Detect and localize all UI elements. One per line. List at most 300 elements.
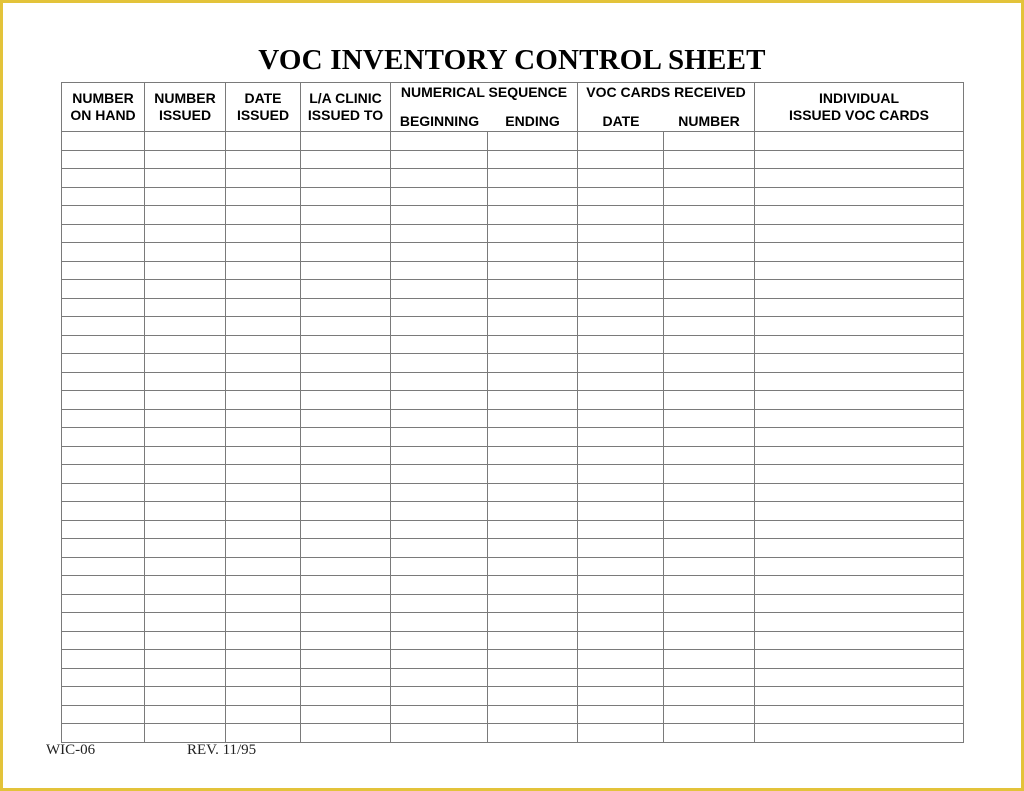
- cell-date[interactable]: [578, 613, 664, 632]
- cell-number-issued[interactable]: [145, 354, 226, 373]
- cell-ending[interactable]: [488, 520, 578, 539]
- cell-ending[interactable]: [488, 280, 578, 299]
- cell-date[interactable]: [578, 150, 664, 169]
- cell-la-clinic[interactable]: [301, 354, 391, 373]
- cell-date-issued[interactable]: [226, 576, 301, 595]
- cell-number-on-hand[interactable]: [62, 224, 145, 243]
- cell-number-issued[interactable]: [145, 317, 226, 336]
- cell-number-issued[interactable]: [145, 613, 226, 632]
- cell-number-on-hand[interactable]: [62, 446, 145, 465]
- cell-individual[interactable]: [755, 169, 964, 188]
- cell-beginning[interactable]: [391, 631, 488, 650]
- cell-la-clinic[interactable]: [301, 520, 391, 539]
- cell-date[interactable]: [578, 187, 664, 206]
- cell-la-clinic[interactable]: [301, 280, 391, 299]
- cell-date-issued[interactable]: [226, 465, 301, 484]
- cell-number-issued[interactable]: [145, 465, 226, 484]
- cell-ending[interactable]: [488, 224, 578, 243]
- cell-number-issued[interactable]: [145, 557, 226, 576]
- cell-la-clinic[interactable]: [301, 409, 391, 428]
- cell-individual[interactable]: [755, 631, 964, 650]
- cell-ending[interactable]: [488, 354, 578, 373]
- cell-individual[interactable]: [755, 280, 964, 299]
- cell-number[interactable]: [664, 409, 755, 428]
- cell-number-on-hand[interactable]: [62, 687, 145, 706]
- cell-number[interactable]: [664, 557, 755, 576]
- cell-ending[interactable]: [488, 187, 578, 206]
- cell-ending[interactable]: [488, 650, 578, 669]
- cell-individual[interactable]: [755, 206, 964, 225]
- cell-individual[interactable]: [755, 724, 964, 743]
- cell-number[interactable]: [664, 687, 755, 706]
- cell-number[interactable]: [664, 539, 755, 558]
- cell-beginning[interactable]: [391, 409, 488, 428]
- cell-date-issued[interactable]: [226, 335, 301, 354]
- cell-number-on-hand[interactable]: [62, 631, 145, 650]
- cell-number-issued[interactable]: [145, 169, 226, 188]
- cell-number-issued[interactable]: [145, 650, 226, 669]
- cell-beginning[interactable]: [391, 428, 488, 447]
- cell-la-clinic[interactable]: [301, 705, 391, 724]
- cell-number-issued[interactable]: [145, 594, 226, 613]
- cell-number-on-hand[interactable]: [62, 243, 145, 262]
- cell-date[interactable]: [578, 354, 664, 373]
- cell-ending[interactable]: [488, 243, 578, 262]
- cell-date[interactable]: [578, 132, 664, 151]
- cell-number[interactable]: [664, 613, 755, 632]
- cell-number-issued[interactable]: [145, 724, 226, 743]
- cell-number-on-hand[interactable]: [62, 557, 145, 576]
- cell-number[interactable]: [664, 391, 755, 410]
- cell-beginning[interactable]: [391, 594, 488, 613]
- cell-number-on-hand[interactable]: [62, 261, 145, 280]
- cell-date-issued[interactable]: [226, 206, 301, 225]
- cell-la-clinic[interactable]: [301, 539, 391, 558]
- cell-number-on-hand[interactable]: [62, 465, 145, 484]
- cell-number[interactable]: [664, 576, 755, 595]
- cell-date[interactable]: [578, 557, 664, 576]
- cell-number-on-hand[interactable]: [62, 705, 145, 724]
- cell-number-issued[interactable]: [145, 132, 226, 151]
- cell-date-issued[interactable]: [226, 391, 301, 410]
- cell-individual[interactable]: [755, 391, 964, 410]
- cell-number[interactable]: [664, 631, 755, 650]
- cell-number-on-hand[interactable]: [62, 613, 145, 632]
- cell-number-on-hand[interactable]: [62, 650, 145, 669]
- cell-date[interactable]: [578, 169, 664, 188]
- cell-individual[interactable]: [755, 557, 964, 576]
- cell-ending[interactable]: [488, 446, 578, 465]
- cell-beginning[interactable]: [391, 150, 488, 169]
- cell-number-issued[interactable]: [145, 409, 226, 428]
- cell-beginning[interactable]: [391, 502, 488, 521]
- cell-ending[interactable]: [488, 132, 578, 151]
- cell-la-clinic[interactable]: [301, 446, 391, 465]
- cell-date[interactable]: [578, 335, 664, 354]
- cell-ending[interactable]: [488, 705, 578, 724]
- cell-la-clinic[interactable]: [301, 317, 391, 336]
- cell-beginning[interactable]: [391, 243, 488, 262]
- cell-individual[interactable]: [755, 150, 964, 169]
- cell-ending[interactable]: [488, 169, 578, 188]
- cell-ending[interactable]: [488, 668, 578, 687]
- cell-date-issued[interactable]: [226, 372, 301, 391]
- cell-date[interactable]: [578, 502, 664, 521]
- cell-date-issued[interactable]: [226, 298, 301, 317]
- cell-beginning[interactable]: [391, 206, 488, 225]
- cell-number[interactable]: [664, 520, 755, 539]
- cell-la-clinic[interactable]: [301, 668, 391, 687]
- cell-individual[interactable]: [755, 243, 964, 262]
- cell-number-issued[interactable]: [145, 243, 226, 262]
- cell-number-on-hand[interactable]: [62, 539, 145, 558]
- cell-individual[interactable]: [755, 187, 964, 206]
- cell-beginning[interactable]: [391, 354, 488, 373]
- cell-number-on-hand[interactable]: [62, 317, 145, 336]
- cell-date-issued[interactable]: [226, 705, 301, 724]
- cell-date-issued[interactable]: [226, 150, 301, 169]
- cell-beginning[interactable]: [391, 557, 488, 576]
- cell-beginning[interactable]: [391, 280, 488, 299]
- cell-number-on-hand[interactable]: [62, 150, 145, 169]
- cell-la-clinic[interactable]: [301, 261, 391, 280]
- cell-date-issued[interactable]: [226, 169, 301, 188]
- cell-la-clinic[interactable]: [301, 169, 391, 188]
- cell-ending[interactable]: [488, 391, 578, 410]
- cell-ending[interactable]: [488, 483, 578, 502]
- cell-number[interactable]: [664, 705, 755, 724]
- cell-number-issued[interactable]: [145, 391, 226, 410]
- cell-number-issued[interactable]: [145, 335, 226, 354]
- cell-number-issued[interactable]: [145, 224, 226, 243]
- cell-number[interactable]: [664, 206, 755, 225]
- cell-date[interactable]: [578, 483, 664, 502]
- cell-ending[interactable]: [488, 576, 578, 595]
- cell-number-on-hand[interactable]: [62, 132, 145, 151]
- cell-number[interactable]: [664, 187, 755, 206]
- cell-date[interactable]: [578, 261, 664, 280]
- cell-la-clinic[interactable]: [301, 206, 391, 225]
- cell-date[interactable]: [578, 539, 664, 558]
- cell-la-clinic[interactable]: [301, 243, 391, 262]
- cell-number-on-hand[interactable]: [62, 187, 145, 206]
- cell-la-clinic[interactable]: [301, 687, 391, 706]
- cell-date[interactable]: [578, 409, 664, 428]
- cell-beginning[interactable]: [391, 372, 488, 391]
- cell-beginning[interactable]: [391, 576, 488, 595]
- cell-date[interactable]: [578, 446, 664, 465]
- cell-beginning[interactable]: [391, 446, 488, 465]
- cell-date-issued[interactable]: [226, 539, 301, 558]
- cell-date[interactable]: [578, 280, 664, 299]
- cell-number-on-hand[interactable]: [62, 576, 145, 595]
- cell-date[interactable]: [578, 687, 664, 706]
- cell-number[interactable]: [664, 224, 755, 243]
- cell-number-issued[interactable]: [145, 150, 226, 169]
- cell-ending[interactable]: [488, 465, 578, 484]
- cell-number[interactable]: [664, 372, 755, 391]
- cell-date[interactable]: [578, 206, 664, 225]
- cell-individual[interactable]: [755, 668, 964, 687]
- cell-ending[interactable]: [488, 557, 578, 576]
- cell-date-issued[interactable]: [226, 261, 301, 280]
- cell-date[interactable]: [578, 243, 664, 262]
- cell-beginning[interactable]: [391, 724, 488, 743]
- cell-la-clinic[interactable]: [301, 465, 391, 484]
- cell-number-issued[interactable]: [145, 576, 226, 595]
- cell-individual[interactable]: [755, 335, 964, 354]
- cell-beginning[interactable]: [391, 483, 488, 502]
- cell-number-issued[interactable]: [145, 668, 226, 687]
- cell-la-clinic[interactable]: [301, 650, 391, 669]
- cell-number-on-hand[interactable]: [62, 354, 145, 373]
- cell-date-issued[interactable]: [226, 594, 301, 613]
- cell-number-on-hand[interactable]: [62, 668, 145, 687]
- cell-beginning[interactable]: [391, 224, 488, 243]
- cell-beginning[interactable]: [391, 705, 488, 724]
- cell-date[interactable]: [578, 576, 664, 595]
- cell-date-issued[interactable]: [226, 317, 301, 336]
- cell-beginning[interactable]: [391, 261, 488, 280]
- cell-la-clinic[interactable]: [301, 557, 391, 576]
- cell-ending[interactable]: [488, 298, 578, 317]
- cell-date[interactable]: [578, 428, 664, 447]
- cell-date[interactable]: [578, 631, 664, 650]
- cell-la-clinic[interactable]: [301, 224, 391, 243]
- cell-individual[interactable]: [755, 520, 964, 539]
- cell-individual[interactable]: [755, 502, 964, 521]
- cell-number-issued[interactable]: [145, 446, 226, 465]
- cell-number[interactable]: [664, 261, 755, 280]
- cell-number[interactable]: [664, 132, 755, 151]
- cell-la-clinic[interactable]: [301, 391, 391, 410]
- cell-number-on-hand[interactable]: [62, 335, 145, 354]
- cell-date[interactable]: [578, 520, 664, 539]
- cell-beginning[interactable]: [391, 613, 488, 632]
- cell-la-clinic[interactable]: [301, 576, 391, 595]
- cell-number-issued[interactable]: [145, 687, 226, 706]
- cell-number-issued[interactable]: [145, 261, 226, 280]
- header-number-on-hand: [62, 83, 145, 132]
- cell-number[interactable]: [664, 502, 755, 521]
- cell-number-issued[interactable]: [145, 520, 226, 539]
- cell-beginning[interactable]: [391, 391, 488, 410]
- cell-number[interactable]: [664, 169, 755, 188]
- cell-la-clinic[interactable]: [301, 631, 391, 650]
- cell-number-on-hand[interactable]: [62, 428, 145, 447]
- cell-individual[interactable]: [755, 594, 964, 613]
- cell-date-issued[interactable]: [226, 132, 301, 151]
- cell-individual[interactable]: [755, 465, 964, 484]
- cell-ending[interactable]: [488, 150, 578, 169]
- cell-ending[interactable]: [488, 261, 578, 280]
- cell-beginning[interactable]: [391, 687, 488, 706]
- cell-individual[interactable]: [755, 539, 964, 558]
- cell-date-issued[interactable]: [226, 187, 301, 206]
- cell-date-issued[interactable]: [226, 650, 301, 669]
- cell-number-on-hand[interactable]: [62, 520, 145, 539]
- table-row: [62, 539, 964, 558]
- cell-ending[interactable]: [488, 409, 578, 428]
- cell-la-clinic[interactable]: [301, 372, 391, 391]
- cell-number-on-hand[interactable]: [62, 206, 145, 225]
- cell-la-clinic[interactable]: [301, 594, 391, 613]
- cell-number[interactable]: [664, 354, 755, 373]
- cell-individual[interactable]: [755, 298, 964, 317]
- cell-date-issued[interactable]: [226, 557, 301, 576]
- cell-individual[interactable]: [755, 650, 964, 669]
- cell-individual[interactable]: [755, 224, 964, 243]
- cell-number[interactable]: [664, 298, 755, 317]
- cell-number-issued[interactable]: [145, 298, 226, 317]
- cell-date[interactable]: [578, 372, 664, 391]
- cell-date[interactable]: [578, 465, 664, 484]
- cell-beginning[interactable]: [391, 668, 488, 687]
- cell-ending[interactable]: [488, 502, 578, 521]
- cell-ending[interactable]: [488, 372, 578, 391]
- cell-date[interactable]: [578, 594, 664, 613]
- cell-ending[interactable]: [488, 687, 578, 706]
- cell-beginning[interactable]: [391, 335, 488, 354]
- cell-number[interactable]: [664, 428, 755, 447]
- cell-individual[interactable]: [755, 705, 964, 724]
- cell-ending[interactable]: [488, 428, 578, 447]
- cell-date[interactable]: [578, 224, 664, 243]
- cell-ending[interactable]: [488, 631, 578, 650]
- cell-number-on-hand[interactable]: [62, 409, 145, 428]
- cell-date-issued[interactable]: [226, 668, 301, 687]
- cell-date[interactable]: [578, 391, 664, 410]
- cell-individual[interactable]: [755, 687, 964, 706]
- cell-la-clinic[interactable]: [301, 132, 391, 151]
- cell-ending[interactable]: [488, 335, 578, 354]
- cell-number[interactable]: [664, 465, 755, 484]
- cell-la-clinic[interactable]: [301, 724, 391, 743]
- cell-number[interactable]: [664, 594, 755, 613]
- cell-la-clinic[interactable]: [301, 502, 391, 521]
- cell-number-on-hand[interactable]: [62, 483, 145, 502]
- cell-number-on-hand[interactable]: [62, 169, 145, 188]
- cell-number-on-hand[interactable]: [62, 502, 145, 521]
- cell-number[interactable]: [664, 483, 755, 502]
- cell-beginning[interactable]: [391, 465, 488, 484]
- cell-individual[interactable]: [755, 446, 964, 465]
- cell-la-clinic[interactable]: [301, 335, 391, 354]
- cell-individual[interactable]: [755, 317, 964, 336]
- cell-number[interactable]: [664, 650, 755, 669]
- cell-beginning[interactable]: [391, 650, 488, 669]
- cell-number-on-hand[interactable]: [62, 391, 145, 410]
- cell-la-clinic[interactable]: [301, 150, 391, 169]
- cell-number-on-hand[interactable]: [62, 724, 145, 743]
- cell-ending[interactable]: [488, 539, 578, 558]
- cell-number-issued[interactable]: [145, 372, 226, 391]
- cell-number-issued[interactable]: [145, 280, 226, 299]
- cell-number-issued[interactable]: [145, 428, 226, 447]
- cell-number-issued[interactable]: [145, 631, 226, 650]
- cell-number[interactable]: [664, 243, 755, 262]
- cell-date[interactable]: [578, 668, 664, 687]
- cell-individual[interactable]: [755, 613, 964, 632]
- cell-individual[interactable]: [755, 261, 964, 280]
- cell-individual[interactable]: [755, 576, 964, 595]
- cell-number-issued[interactable]: [145, 206, 226, 225]
- cell-beginning[interactable]: [391, 132, 488, 151]
- cell-beginning[interactable]: [391, 298, 488, 317]
- cell-number-on-hand[interactable]: [62, 372, 145, 391]
- cell-number[interactable]: [664, 446, 755, 465]
- cell-individual[interactable]: [755, 483, 964, 502]
- cell-individual[interactable]: [755, 372, 964, 391]
- cell-la-clinic[interactable]: [301, 483, 391, 502]
- cell-date[interactable]: [578, 724, 664, 743]
- cell-number-issued[interactable]: [145, 187, 226, 206]
- cell-number-on-hand[interactable]: [62, 594, 145, 613]
- cell-la-clinic[interactable]: [301, 613, 391, 632]
- cell-date-issued[interactable]: [226, 224, 301, 243]
- table-row: [62, 372, 964, 391]
- cell-number-on-hand[interactable]: [62, 298, 145, 317]
- cell-individual[interactable]: [755, 428, 964, 447]
- cell-date-issued[interactable]: [226, 409, 301, 428]
- cell-date-issued[interactable]: [226, 428, 301, 447]
- cell-number[interactable]: [664, 317, 755, 336]
- cell-date-issued[interactable]: [226, 724, 301, 743]
- cell-date[interactable]: [578, 650, 664, 669]
- cell-individual[interactable]: [755, 409, 964, 428]
- cell-beginning[interactable]: [391, 169, 488, 188]
- cell-date-issued[interactable]: [226, 687, 301, 706]
- cell-number[interactable]: [664, 150, 755, 169]
- cell-date-issued[interactable]: [226, 613, 301, 632]
- cell-beginning[interactable]: [391, 520, 488, 539]
- cell-individual[interactable]: [755, 132, 964, 151]
- cell-date-issued[interactable]: [226, 502, 301, 521]
- cell-ending[interactable]: [488, 724, 578, 743]
- cell-ending[interactable]: [488, 613, 578, 632]
- cell-number-issued[interactable]: [145, 539, 226, 558]
- cell-ending[interactable]: [488, 594, 578, 613]
- cell-date[interactable]: [578, 317, 664, 336]
- cell-number-issued[interactable]: [145, 705, 226, 724]
- cell-beginning[interactable]: [391, 187, 488, 206]
- cell-date[interactable]: [578, 298, 664, 317]
- cell-ending[interactable]: [488, 206, 578, 225]
- cell-number[interactable]: [664, 668, 755, 687]
- cell-number-issued[interactable]: [145, 483, 226, 502]
- cell-individual[interactable]: [755, 354, 964, 373]
- cell-number[interactable]: [664, 280, 755, 299]
- cell-date-issued[interactable]: [226, 446, 301, 465]
- cell-date-issued[interactable]: [226, 483, 301, 502]
- cell-date-issued[interactable]: [226, 520, 301, 539]
- cell-number-on-hand[interactable]: [62, 280, 145, 299]
- cell-ending[interactable]: [488, 317, 578, 336]
- cell-date-issued[interactable]: [226, 631, 301, 650]
- cell-number[interactable]: [664, 724, 755, 743]
- cell-la-clinic[interactable]: [301, 428, 391, 447]
- cell-beginning[interactable]: [391, 539, 488, 558]
- cell-la-clinic[interactable]: [301, 298, 391, 317]
- cell-number[interactable]: [664, 335, 755, 354]
- cell-la-clinic[interactable]: [301, 187, 391, 206]
- cell-number-issued[interactable]: [145, 502, 226, 521]
- cell-date-issued[interactable]: [226, 354, 301, 373]
- cell-date-issued[interactable]: [226, 280, 301, 299]
- cell-beginning[interactable]: [391, 317, 488, 336]
- cell-date[interactable]: [578, 705, 664, 724]
- cell-date-issued[interactable]: [226, 243, 301, 262]
